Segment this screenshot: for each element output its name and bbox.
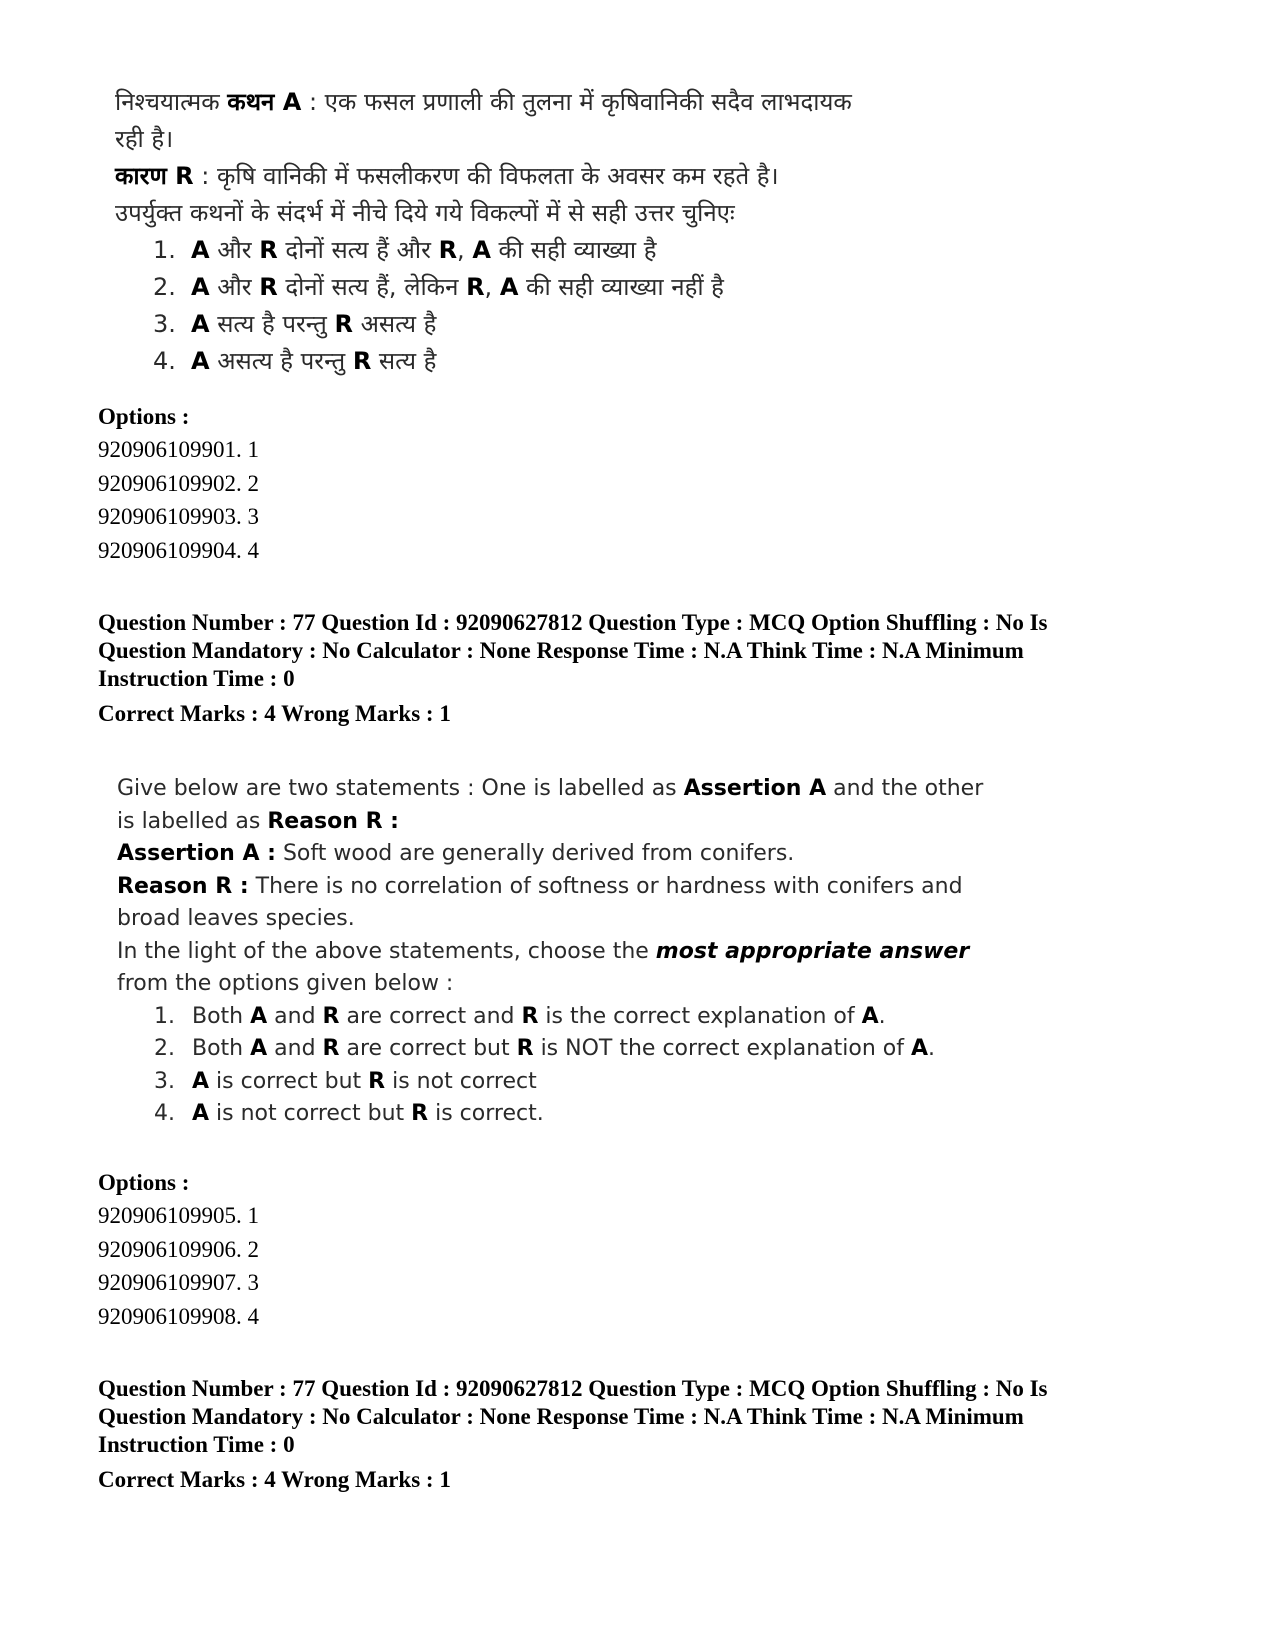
options-list-1 — [98, 400, 259, 567]
english-choice: 2. Both A and R are correct but R is NOT the correct explanation of A. — [154, 1036, 935, 1061]
english-question-block — [117, 773, 983, 1131]
english-intro-line: Give below are two statements : One is labelled as Assertion A and the other — [117, 776, 984, 801]
hindi-assertion-line-2: रही है। — [115, 125, 174, 153]
english-reason-line: Reason R : There is no correlation of softness or hardness with conifers and — [117, 873, 963, 899]
hindi-choice: 4. A असत्य है परन्तु R सत्य है — [153, 347, 437, 375]
options-list-2 — [98, 1166, 259, 1333]
english-choice: 3. A is correct but R is not correct — [154, 1068, 537, 1094]
option-item: 920906109905. 1 — [98, 1203, 259, 1228]
question-info-1 — [98, 609, 1178, 730]
question-info-line: Instruction Time : 0 — [98, 666, 295, 691]
hindi-choice: 1. A और R दोनों सत्य हैं और R, A की सही व्याख्या है — [153, 236, 657, 264]
option-item: 920906109903. 3 — [98, 504, 259, 529]
marks-line: Correct Marks : 4 Wrong Marks : 1 — [98, 701, 451, 726]
hindi-instruction: उपर्युक्त कथनों के संदर्भ में नीचे दिये गये विकल्पों में से सही उत्तर चुनिएः — [115, 199, 735, 227]
question-info-line: Instruction Time : 0 — [98, 1432, 295, 1457]
marks-line: Correct Marks : 4 Wrong Marks : 1 — [98, 1467, 451, 1492]
option-item: 920906109902. 2 — [98, 470, 259, 496]
english-instruction: In the light of the above statements, choose the most appropriate answer — [117, 938, 970, 964]
english-assertion-line: Assertion A : Soft wood are generally derived from conifers. — [117, 841, 795, 866]
option-item: 920906109901. 1 — [98, 437, 259, 462]
option-item: 920906109908. 4 — [98, 1303, 259, 1329]
option-item: 920906109907. 3 — [98, 1270, 259, 1295]
hindi-reason-line: कारण R : कृषि वानिकी में फसलीकरण की विफलता के अवसर कम रहते है। — [115, 162, 779, 190]
english-reason-line-2: broad leaves species. — [117, 906, 355, 931]
english-choice: 1. Both A and R are correct and R is the correct explanation of A. — [154, 1003, 886, 1029]
question-info-2 — [98, 1375, 1178, 1496]
question-info-line: Question Mandatory : No Calculator : None Response Time : N.A Think Time : N.A Minimum — [98, 1404, 1024, 1429]
hindi-assertion-line: निश्चयात्मक कथन A : एक फसल प्रणाली की तुलना में कृषिवानिकी सदैव लाभदायक — [115, 88, 852, 116]
option-item: 920906109906. 2 — [98, 1236, 259, 1262]
english-choice: 4. A is not correct but R is correct. — [154, 1101, 544, 1126]
question-info-line: Question Number : 77 Question Id : 92090627812 Question Type : MCQ Option Shuffling : No Is — [98, 1376, 1048, 1401]
options-heading: Options : — [98, 404, 190, 429]
option-item: 920906109904. 4 — [98, 537, 259, 563]
hindi-choice: 2. A और R दोनों सत्य हैं, लेकिन R, A की सही व्याख्या नहीं है — [153, 273, 724, 301]
english-instruction-2: from the options given below : — [117, 971, 454, 996]
question-info-line: Question Number : 77 Question Id : 92090627812 Question Type : MCQ Option Shuffling : No Is — [98, 610, 1048, 635]
english-intro-line-2: is labelled as Reason R : — [117, 808, 399, 834]
question-info-line: Question Mandatory : No Calculator : None Response Time : N.A Think Time : N.A Minimum — [98, 638, 1024, 663]
options-heading: Options : — [98, 1170, 190, 1195]
hindi-question-block — [115, 84, 852, 380]
hindi-choice: 3. A सत्य है परन्तु R असत्य है — [153, 310, 437, 338]
